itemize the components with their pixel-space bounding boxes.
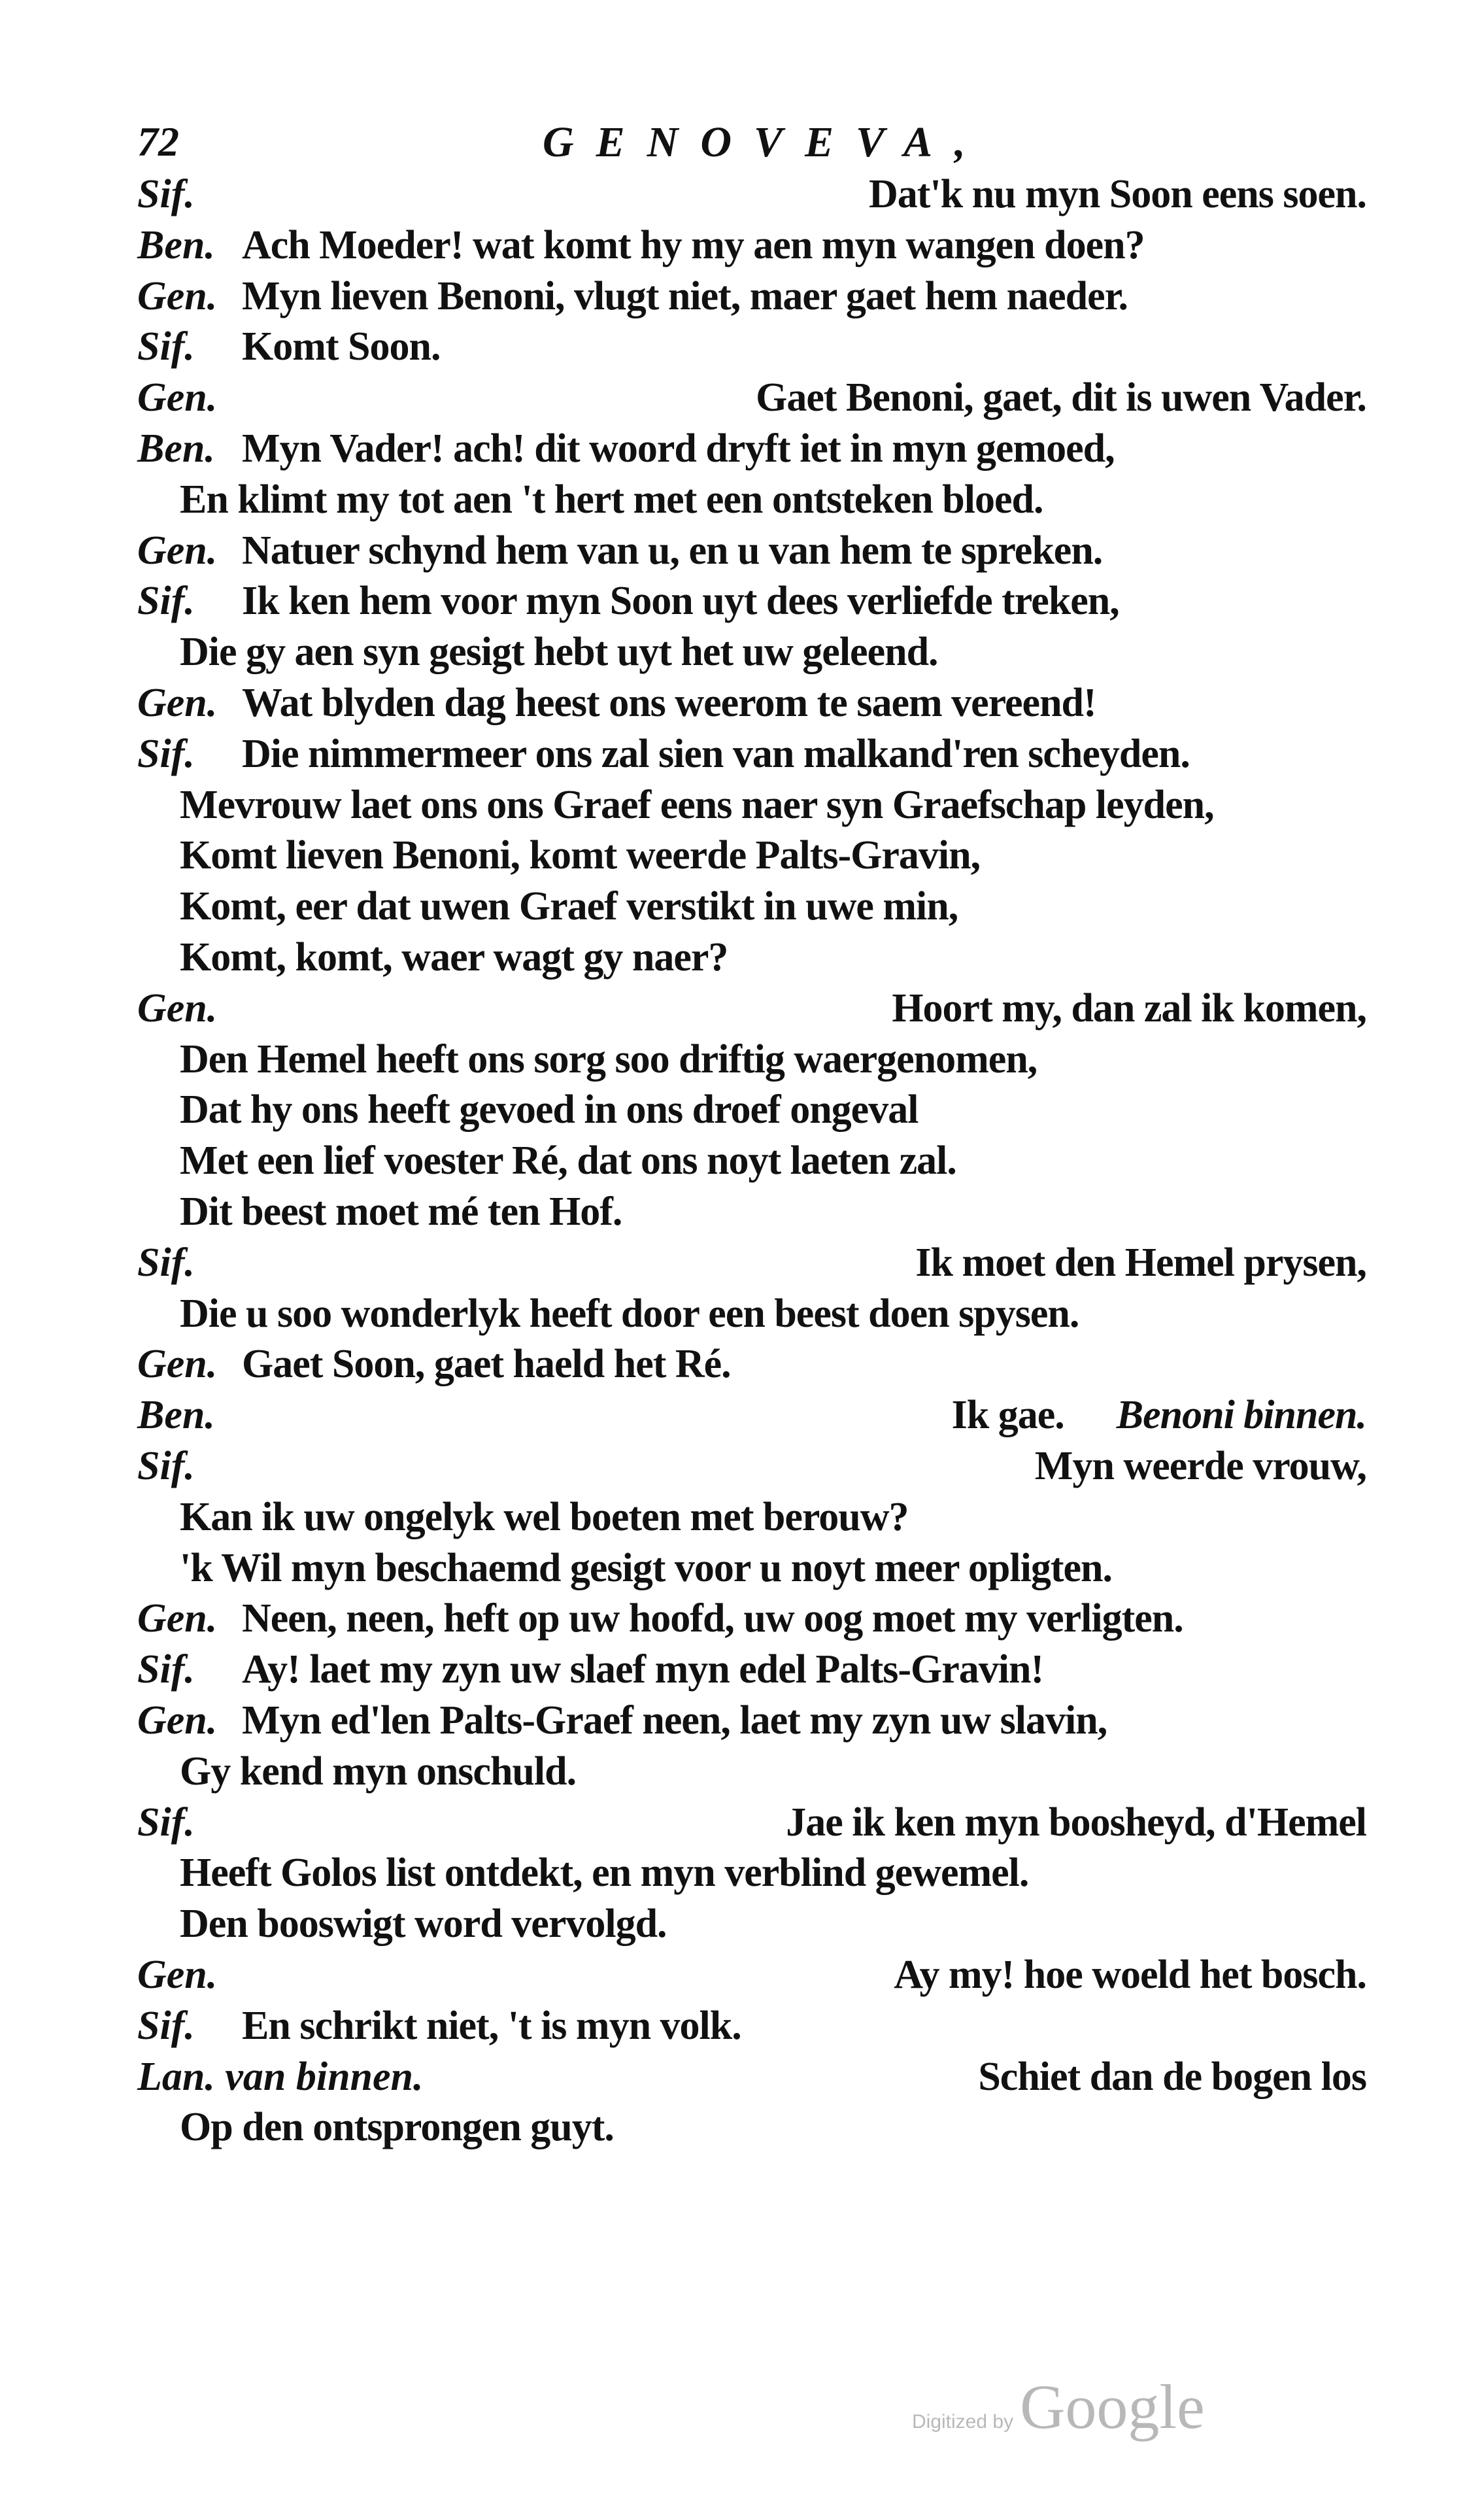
- speech-text: [180, 1288, 1079, 1339]
- speech-content: Met een lief voester Ré, dat ons noyt laeten zal.: [180, 1138, 956, 1183]
- watermark-prefix: Digitized by: [912, 2411, 1014, 2433]
- verse-line: [137, 2102, 1366, 2153]
- verse-line: [137, 1441, 1366, 1492]
- speaker-label: Gen.: [137, 986, 218, 1031]
- stage-direction: Benoni binnen.: [1116, 1393, 1366, 1437]
- speech-content: Ach Moeder! wat komt hy my aen myn wangen doen?: [242, 223, 1145, 267]
- speech-text: [242, 321, 440, 372]
- speech-content: 'k Wil myn beschaemd gesigt voor u noyt meer opligten.: [180, 1546, 1113, 1590]
- speech-text: [242, 1339, 731, 1390]
- speech-content: Mevrouw laet ons ons Graef eens naer syn Graefschap leyden,: [180, 783, 1214, 827]
- speech-content: Op den ontsprongen guyt.: [180, 2105, 614, 2149]
- speech-content: Hoort my, dan zal ik komen,: [892, 986, 1366, 1031]
- speech-text: [869, 169, 1366, 220]
- speech-content: Jae ik ken myn boosheyd, d'Hemel: [786, 1800, 1366, 1845]
- verse-line: [137, 1593, 1366, 1644]
- speech-text: [180, 881, 958, 932]
- speech-text: [242, 2000, 741, 2051]
- speaker-label: Gen.: [137, 274, 218, 318]
- speech-content: Ik moet den Hemel prysen,: [915, 1240, 1366, 1285]
- speaker-label: Gen.: [137, 1342, 218, 1386]
- speech-text: [915, 1237, 1366, 1288]
- speaker-label: Gen.: [137, 1698, 218, 1743]
- speaker-label: Ben.: [137, 223, 215, 267]
- speech-text: [242, 677, 1096, 728]
- speaker-label: Gen.: [137, 375, 218, 420]
- speech-text: [242, 728, 1190, 779]
- speech-content: Den Hemel heeft ons sorg soo driftig waergenomen,: [180, 1037, 1037, 1082]
- speech-content: Die u soo wonderlyk heeft door een beest doen spysen.: [180, 1291, 1079, 1336]
- verse-line: [137, 881, 1366, 932]
- speech-text: [180, 1186, 622, 1237]
- speech-text: [180, 1135, 956, 1186]
- verse-line: [137, 1949, 1366, 2000]
- speech-text: [180, 1847, 1028, 1898]
- verse-line: [137, 423, 1366, 474]
- speaker-label: Sif.: [137, 1800, 195, 1845]
- verse-line: [137, 372, 1366, 423]
- speech-text: [242, 423, 1115, 474]
- speech-text: [180, 626, 938, 677]
- verse-line: [137, 1746, 1366, 1797]
- speech-content: Schiet dan de bogen los: [978, 2055, 1366, 2099]
- speech-content: Dat hy ons heeft gevoed in ons droef ongeval: [180, 1087, 919, 1132]
- speech-text: [242, 1644, 1043, 1695]
- speech-content: En schrikt niet, 't is myn volk.: [242, 2004, 741, 2048]
- speech-content: Myn Vader! ach! dit woord dryft iet in myn gemoed,: [242, 426, 1115, 471]
- speech-text: [892, 983, 1366, 1034]
- verse-line: [137, 1847, 1366, 1898]
- verse-line: [137, 1135, 1366, 1186]
- verse-line: [137, 321, 1366, 372]
- digitized-by-google-watermark: [912, 2370, 1205, 2443]
- speech-text: [242, 525, 1102, 576]
- speech-text: [978, 2051, 1366, 2102]
- verse-line: [137, 1695, 1366, 1746]
- speech-content: Kan ik uw ongelyk wel boeten met berouw?: [180, 1495, 909, 1539]
- speech-text: [242, 271, 1128, 322]
- speech-content: Gy kend myn onschuld.: [180, 1749, 577, 1794]
- speech-text: [242, 1695, 1107, 1746]
- running-title: GENOVEVA,: [543, 118, 988, 166]
- speech-content: Gaet Soon, gaet haeld het Ré.: [242, 1342, 731, 1386]
- speech-text: [180, 1492, 909, 1543]
- speech-content: Ay! laet my zyn uw slaef myn edel Palts-Gravin!: [242, 1647, 1044, 1692]
- speech-content: Ik gae.: [951, 1393, 1064, 1437]
- speaker-label: Sif.: [137, 2004, 195, 2048]
- speech-text: [180, 474, 1043, 525]
- speaker-label: Gen.: [137, 681, 218, 725]
- speech-content: En klimt my tot aen 't hert met een ontsteken bloed.: [180, 477, 1043, 522]
- speech-content: Die gy aen syn gesigt hebt uyt het uw geleend.: [180, 630, 938, 674]
- verse-line: [137, 1186, 1366, 1237]
- speaker-label: Sif.: [137, 732, 195, 776]
- speech-content: Komt lieven Benoni, komt weerde Palts-Gravin,: [180, 833, 981, 878]
- speaker-label: Lan. van binnen.: [137, 2055, 424, 2099]
- speech-content: Heeft Golos list ontdekt, en myn verblind gewemel.: [180, 1851, 1029, 1895]
- speaker-label: Sif.: [137, 1444, 195, 1488]
- speech-content: Wat blyden dag heest ons weerom te saem vereend!: [242, 681, 1096, 725]
- verse-line: [137, 575, 1366, 626]
- speech-text: [180, 1898, 667, 1949]
- speaker-label: Sif.: [137, 1240, 195, 1285]
- verse-line: [137, 1797, 1366, 1848]
- verse-line: [137, 830, 1366, 881]
- speech-content: Gaet Benoni, gaet, dit is uwen Vader.: [756, 375, 1366, 420]
- speaker-label: Sif.: [137, 579, 195, 623]
- verse-line: [137, 932, 1366, 983]
- verse-line: [137, 1390, 1366, 1441]
- speech-content: Myn ed'len Palts-Graef neen, laet my zyn uw slavin,: [242, 1698, 1107, 1743]
- verse-line: [137, 1084, 1366, 1135]
- speech-content: Ay my! hoe woeld het bosch.: [894, 1953, 1366, 1997]
- speaker-label: Ben.: [137, 426, 215, 471]
- speech-content: Komt, eer dat uwen Graef verstikt in uwe min,: [180, 884, 958, 929]
- verse-line: [137, 1339, 1366, 1390]
- speech-text: [180, 1543, 1112, 1594]
- speech-text: [180, 932, 728, 983]
- page-number: 72: [137, 118, 179, 165]
- speaker-label: Sif.: [137, 324, 195, 369]
- verse-line: [137, 1034, 1366, 1085]
- verse-line: [137, 1644, 1366, 1695]
- speech-content: Komt, komt, waer wagt gy naer?: [180, 935, 728, 980]
- verse-line: [137, 1237, 1366, 1288]
- verse-line: [137, 1543, 1366, 1594]
- speaker-label: Gen.: [137, 528, 218, 573]
- speech-content: Neen, neen, heft op uw hoofd, uw oog moet my verligten.: [242, 1596, 1183, 1641]
- speech-text: [180, 1746, 576, 1797]
- speech-text: [952, 1390, 1366, 1441]
- verse-line: [137, 169, 1366, 220]
- speech-text: [1035, 1441, 1366, 1492]
- speech-text: [242, 1593, 1183, 1644]
- speech-content: Komt Soon.: [242, 324, 441, 369]
- google-logo: Google: [1020, 2372, 1205, 2442]
- speech-text: [756, 372, 1366, 423]
- speech-text: [180, 2102, 614, 2153]
- verse-line: [137, 1492, 1366, 1543]
- speaker-label: Gen.: [137, 1953, 218, 1997]
- speech-content: Dat'k nu myn Soon eens soen.: [869, 172, 1366, 216]
- speech-text: [242, 220, 1145, 271]
- speech-text: [180, 779, 1214, 830]
- speaker-label: Gen.: [137, 1596, 218, 1641]
- verse-line: [137, 271, 1366, 322]
- speaker-label: Ben.: [137, 1393, 215, 1437]
- speech-text: [242, 575, 1119, 626]
- verse-line: [137, 1288, 1366, 1339]
- verse-line: [137, 220, 1366, 271]
- verse-line: [137, 2051, 1366, 2102]
- speech-content: Myn weerde vrouw,: [1034, 1444, 1366, 1488]
- verse-line: [137, 2000, 1366, 2051]
- speech-text: [180, 1034, 1037, 1085]
- verse-line: [137, 983, 1366, 1034]
- verse-line: [137, 728, 1366, 779]
- verse-line: [137, 1898, 1366, 1949]
- speech-content: Myn lieven Benoni, vlugt niet, maer gaet hem naeder.: [242, 274, 1128, 318]
- speech-content: Die nimmermeer ons zal sien van malkand'ren scheyden.: [242, 732, 1190, 776]
- verse-line: [137, 626, 1366, 677]
- speech-content: Ik ken hem voor myn Soon uyt dees verliefde treken,: [242, 579, 1119, 623]
- speech-content: Natuer schynd hem van u, en u van hem te spreken.: [242, 528, 1103, 573]
- verse-line: [137, 474, 1366, 525]
- speech-text: [786, 1797, 1366, 1848]
- verse-line: [137, 779, 1366, 830]
- speech-content: Den booswigt word vervolgd.: [180, 1902, 667, 1946]
- speech-text: [180, 1084, 918, 1135]
- verse-line: [137, 677, 1366, 728]
- speaker-label: Sif.: [137, 172, 195, 216]
- speaker-label: Sif.: [137, 1647, 195, 1692]
- speech-text: [894, 1949, 1366, 2000]
- verse-line: [137, 525, 1366, 576]
- speech-text: [180, 830, 980, 881]
- page-header: [137, 118, 1360, 177]
- speech-content: Dit beest moet mé ten Hof.: [180, 1189, 622, 1234]
